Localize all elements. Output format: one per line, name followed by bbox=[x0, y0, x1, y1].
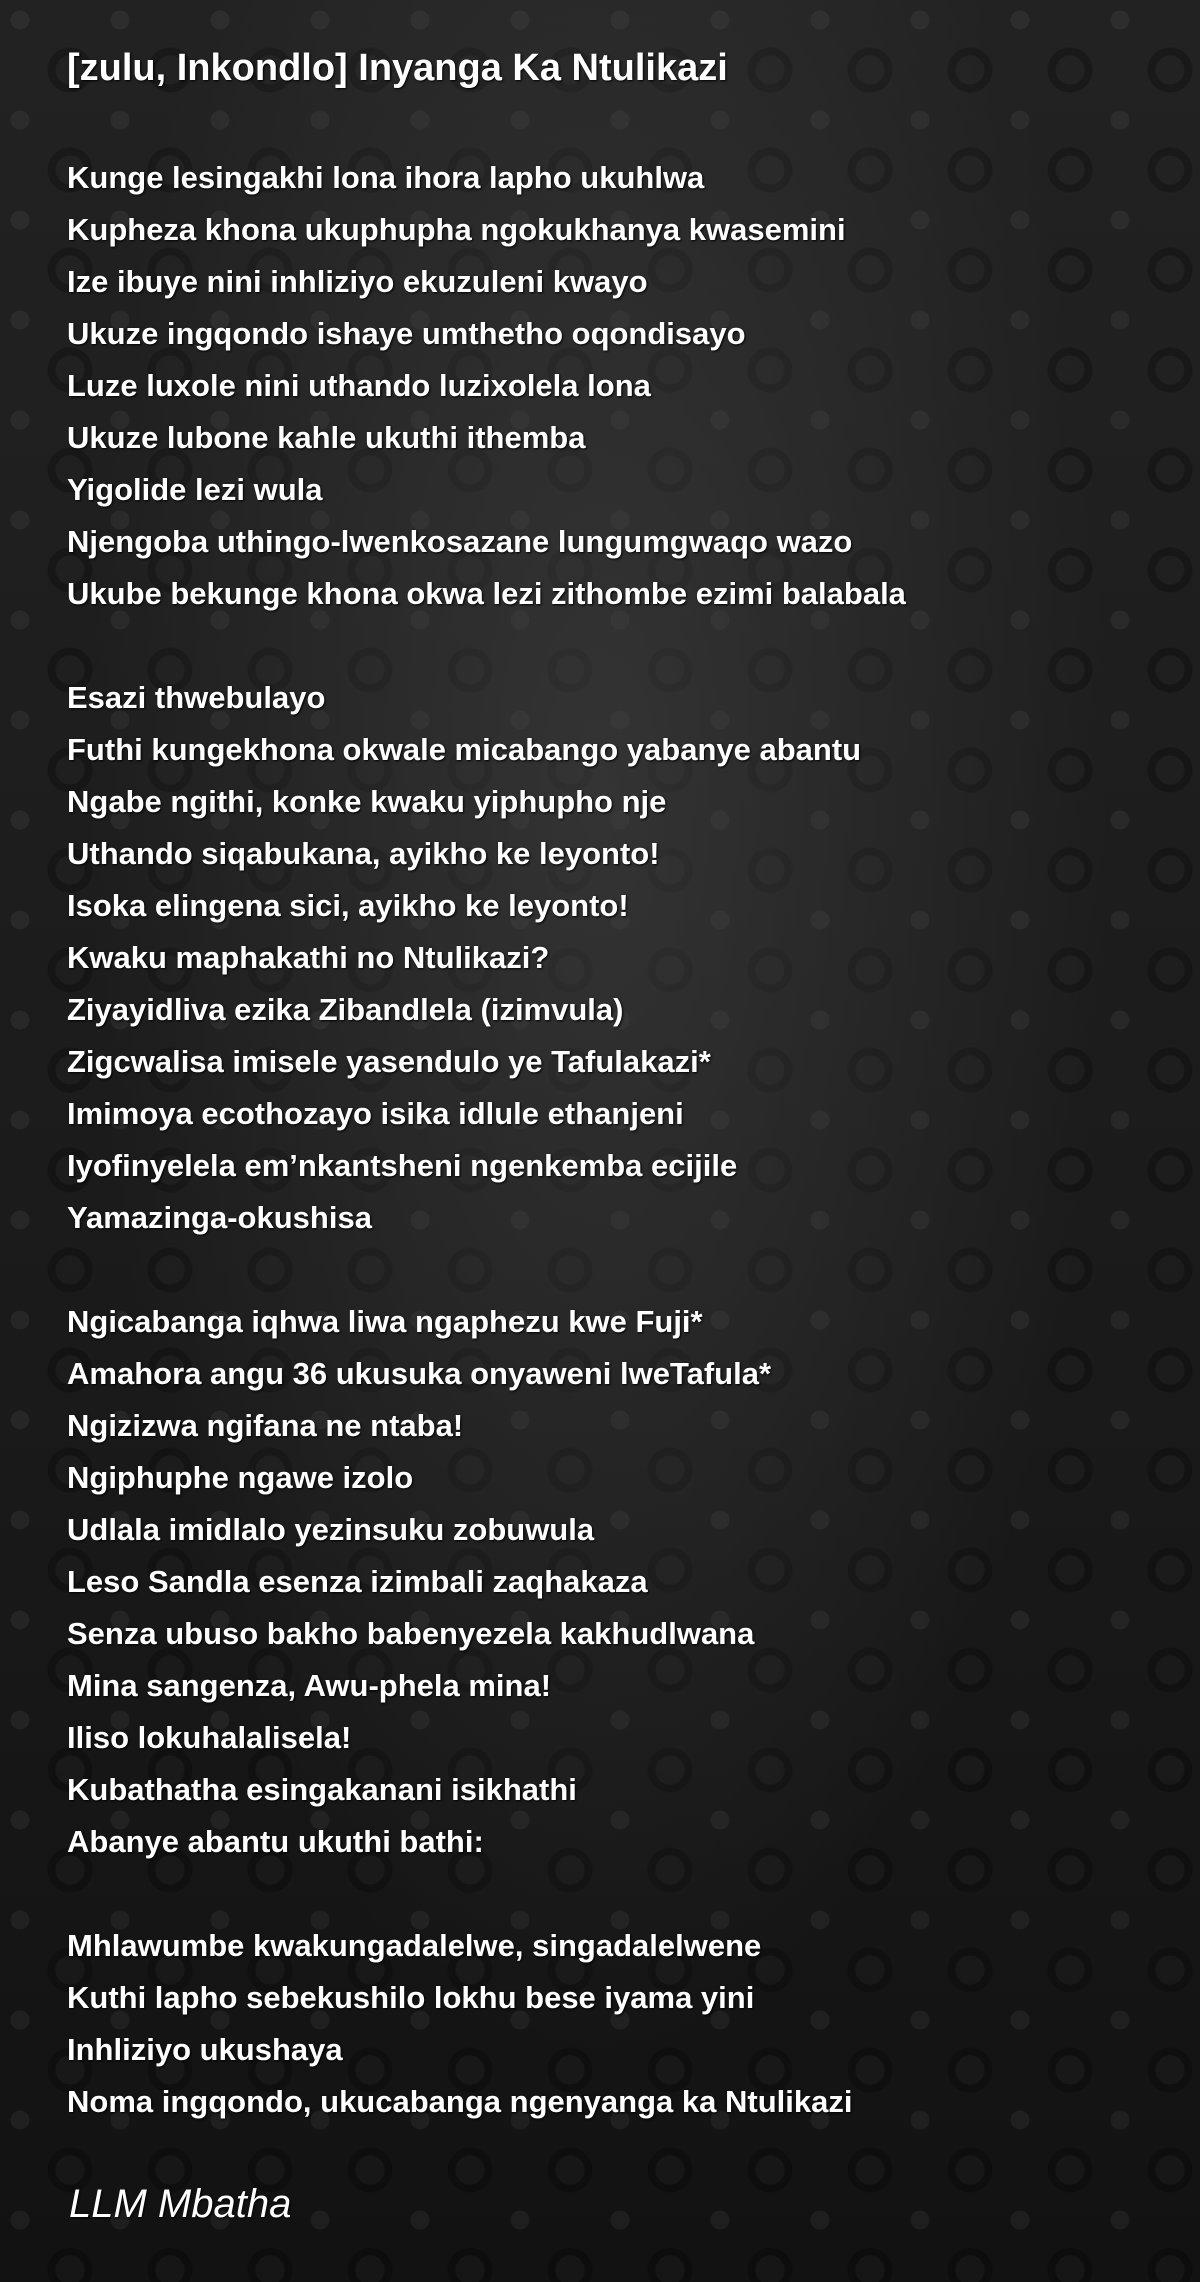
poem-line: Yigolide lezi wula bbox=[67, 472, 323, 507]
poem-line: Uthando siqabukana, ayikho ke leyonto! bbox=[67, 836, 660, 871]
poem-line: Ngabe ngithi, konke kwaku yiphupho nje bbox=[67, 784, 667, 819]
poem-line: Imimoya ecothozayo isika idlule ethanjeni bbox=[67, 1096, 684, 1131]
poem-line: Mina sangenza, Awu-phela mina! bbox=[67, 1668, 552, 1703]
poem-line: Ukuze ingqondo ishaye umthetho oqondisayo bbox=[67, 316, 746, 351]
stanza-break bbox=[67, 1244, 906, 1296]
stanza-break bbox=[67, 620, 906, 672]
poem-body bbox=[67, 152, 906, 2128]
poem-line: Ngiphuphe ngawe izolo bbox=[67, 1460, 414, 1495]
poem-line: Yamazinga-okushisa bbox=[67, 1200, 372, 1235]
poem-line: Amahora angu 36 ukusuka onyaweni lweTafula* bbox=[67, 1356, 772, 1391]
stanza bbox=[67, 152, 906, 620]
poem-line: Zigcwalisa imisele yasendulo ye Tafulakazi* bbox=[67, 1044, 711, 1079]
poem-line: Iyofinyelela em’nkantsheni ngenkemba ecijile bbox=[67, 1148, 738, 1183]
poem-line: Kwaku maphakathi no Ntulikazi? bbox=[67, 940, 550, 975]
poem-line: Ngicabanga iqhwa liwa ngaphezu kwe Fuji* bbox=[67, 1304, 703, 1339]
poem-line: Esazi thwebulayo bbox=[67, 680, 326, 715]
poem-line: Kunge lesingakhi lona ihora lapho ukuhlwa bbox=[67, 160, 705, 195]
poem-line: Mhlawumbe kwakungadalelwe, singadalelwene bbox=[67, 1928, 762, 1963]
poem-line: Ukuze lubone kahle ukuthi ithemba bbox=[67, 420, 586, 455]
poem-line: Ukube bekunge khona okwa lezi zithombe ezimi balabala bbox=[67, 576, 906, 611]
poem-line: Iliso lokuhalalisela! bbox=[67, 1720, 352, 1755]
poem-line: Ngizizwa ngifana ne ntaba! bbox=[67, 1408, 464, 1443]
poem-line: Luze luxole nini uthando luzixolela lona bbox=[67, 368, 651, 403]
poem-title: [zulu, Inkondlo] Inyanga Ka Ntulikazi bbox=[67, 47, 728, 89]
poem-line: Kubathatha esingakanani isikhathi bbox=[67, 1772, 577, 1807]
poem-line: Isoka elingena sici, ayikho ke leyonto! bbox=[67, 888, 629, 923]
poem-line: Noma ingqondo, ukucabanga ngenyanga ka Ntulikazi bbox=[67, 2084, 853, 2119]
poem-line: Leso Sandla esenza izimbali zaqhakaza bbox=[67, 1564, 648, 1599]
stanza bbox=[67, 672, 906, 1244]
stanza bbox=[67, 1296, 906, 1868]
poem-line: Ziyayidliva ezika Zibandlela (izimvula) bbox=[67, 992, 624, 1027]
poem-line: Njengoba uthingo-lwenkosazane lungumgwaqo wazo bbox=[67, 524, 853, 559]
poem-line: Senza ubuso bakho babenyezela kakhudlwana bbox=[67, 1616, 755, 1651]
poem-line: Abanye abantu ukuthi bathi: bbox=[67, 1824, 484, 1859]
poem-line: Futhi kungekhona okwale micabango yabanye abantu bbox=[67, 732, 862, 767]
stanza bbox=[67, 1920, 906, 2128]
poem-author: LLM Mbatha bbox=[69, 2182, 292, 2226]
stanza-break bbox=[67, 1868, 906, 1920]
poem-line: Kuthi lapho sebekushilo lokhu bese iyama yini bbox=[67, 1980, 755, 2015]
poem-line: Kupheza khona ukuphupha ngokukhanya kwasemini bbox=[67, 212, 846, 247]
poem-line: Inhliziyo ukushaya bbox=[67, 2032, 343, 2067]
poem-line: Udlala imidlalo yezinsuku zobuwula bbox=[67, 1512, 595, 1547]
poem-line: Ize ibuye nini inhliziyo ekuzuleni kwayo bbox=[67, 264, 648, 299]
